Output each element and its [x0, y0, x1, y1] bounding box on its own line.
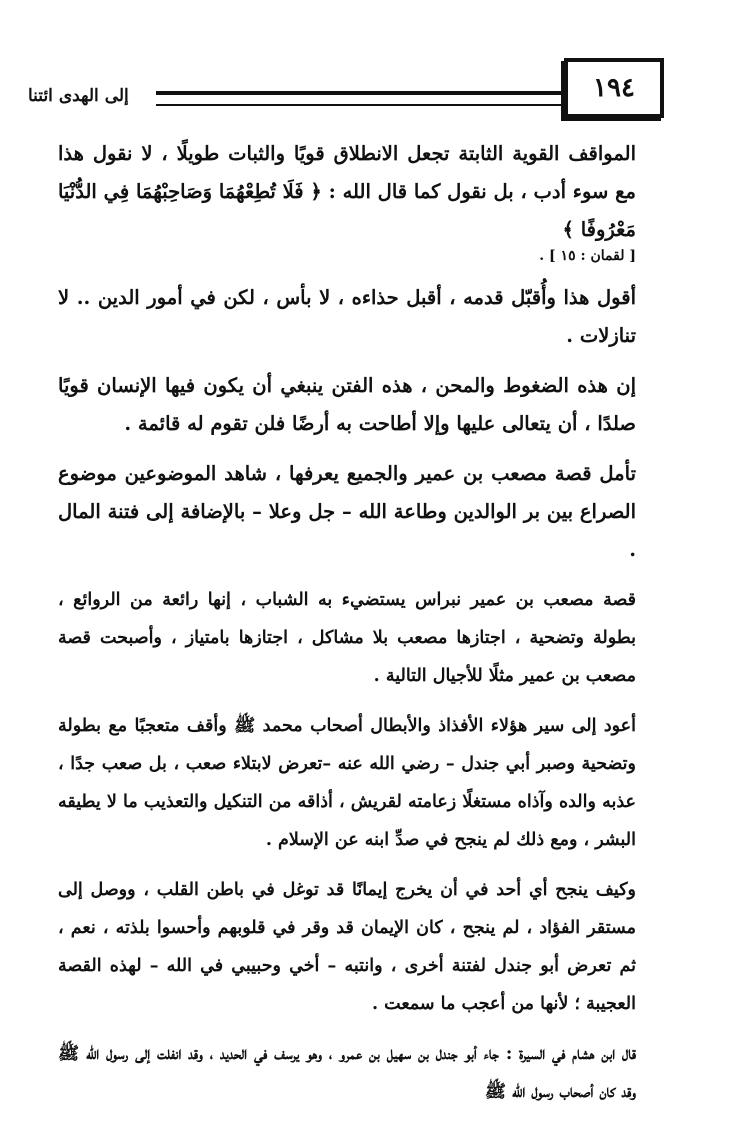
page-body: [58, 135, 636, 1123]
paragraph: وكيف ينجح أي أحد في أن يخرج إيمانًا قد توغل في باطن القلب ، ووصل إلى مستقر الفؤاد ، لم ينجح ، كان الإيمان قد وقر في قلوبهم وأحسوا بلذته ، نعم ، ثم تعرض أبو جندل لفتنة أخرى ، وانتبه – أخي وحبيبي في الله – لهذه القصة العجيبة ؛ لأنها من أعجب ما سمعت .: [58, 880, 636, 1014]
paragraph: أقول هذا وأُقبّل قدمه ، أقبل حذاءه ، لا بأس ، لكن في أمور الدين .. لا تنازلات .: [58, 286, 636, 347]
paragraph: أعود إلى سير هؤلاء الأفذاذ والأبطال أصحاب محمد ﷺ وأقف متعجبًا مع بطولة وتضحية وصبر أبي جندل – رضي الله عنه –تعرض لابتلاء صعب ، بل صعب جدًا ، عذبه والده وآذاه مستغلًا زعامته لقريش ، أذاقه من التنكيل والتعذيب ما لا يطيقه البشر ، ومع ذلك لم ينجح في صدِّ ابنه عن الإسلام .: [58, 716, 636, 850]
paragraph: إن هذه الضغوط والمحن ، هذه الفتن ينبغي أن يكون فيها الإنسان قويًا صلدًا ، أن يتعالى عليها وإلا أطاحت به أرضًا فلن تقوم له قائمة .: [58, 374, 636, 435]
book-title: إلى الهدى ائتنا: [28, 86, 129, 106]
paragraph: قال ابن هشام في السيرة : جاء أبو جندل بن سهيل بن عمرو ، وهو يرسف في الحديد ، وقد انفلت إلى رسول الله ﷺ وقد كان أصحاب رسول الله ﷺ: [58, 1044, 636, 1102]
paragraph-text: المواقف القوية الثابتة تجعل الانطلاق قويًا والثبات طويلًا ، لا نقول هذا مع سوء أدب ، بل نقول كما قال الله : ﴿ فَلَا تُطِعْهُمَا وَصَاحِبْهُمَا فِي الدُّنْيَا مَعْرُوفًا ﴾: [57, 142, 636, 241]
paragraph: تأمل قصة مصعب بن عمير والجميع يعرفها ، شاهد الموضوعين موضوع الصراع بين بر الوالدين وطاعة الله – جل وعلا – بالإضافة إلى فتنة المال .: [58, 462, 636, 561]
paragraph: قصة مصعب بن عمير نبراس يستضيء به الشباب ، إنها رائعة من الروائع ، بطولة وتضحية ، اجتازها مصعب بلا مشاكل ، اجتازها بامتياز ، وأصبحت قصة مصعب بن عمير مثلًا للأجيال التالية .: [58, 590, 636, 686]
page-number-box: [564, 58, 664, 118]
header-rule: [156, 91, 574, 106]
page-number: ١٩٤: [593, 73, 635, 103]
paragraph: [58, 135, 636, 267]
quran-citation: [ لقمان : ١٥ ] .: [539, 248, 636, 264]
page-header: [28, 58, 678, 118]
